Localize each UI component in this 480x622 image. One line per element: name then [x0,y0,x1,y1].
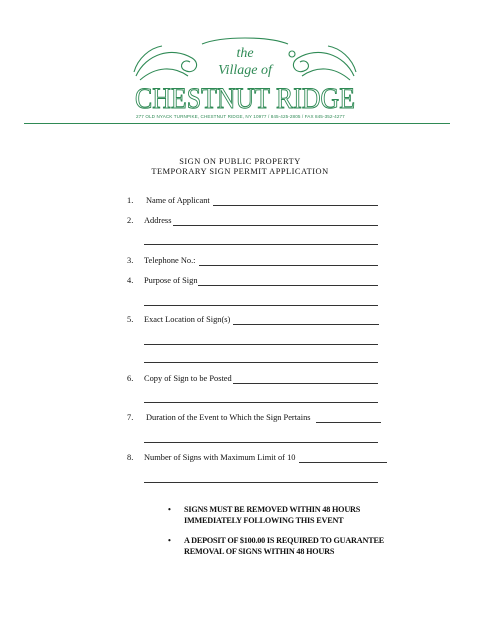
logo-text-the: the [236,46,254,61]
note-text-line: SIGNS MUST BE REMOVED WITHIN 48 HOURS [184,505,361,514]
sign-count-line-1[interactable] [299,462,387,463]
field-label: Purpose of Sign [144,276,198,285]
field-number: 1. [127,196,134,205]
letterhead-address: 277 OLD NYACK TURNPIKE, CHESTNUT RIDGE, NY 10977 / 845-425-2805 / FAX 845-352-4277 [136,114,345,119]
applicant-name-line[interactable] [213,205,378,206]
village-logo [132,36,358,115]
field-row-location [127,315,230,324]
sign-copy-line-2[interactable] [144,402,378,403]
letterhead-divider [24,123,450,124]
field-number: 8. [127,453,134,462]
field-row-sign-count [127,453,295,462]
field-row-address [127,216,171,225]
field-number: 4. [127,276,134,285]
location-line-3[interactable] [144,362,378,363]
field-label: Duration of the Event to Which the Sign Pertains [146,413,311,422]
address-line-1[interactable] [173,225,378,226]
bullet-icon: • [168,536,171,545]
telephone-line[interactable] [199,265,378,266]
field-label: Telephone No.: [144,256,196,265]
field-label: Address [144,216,172,225]
note-text-line: A DEPOSIT OF $100.00 IS REQUIRED TO GUARANTEE [184,536,384,545]
location-line-2[interactable] [144,344,378,345]
form-title-line2: TEMPORARY SIGN PERMIT APPLICATION [151,167,329,176]
field-row-purpose [127,276,198,285]
field-row-telephone [127,256,196,265]
logo-text-village-of: Village of [218,63,272,78]
duration-line-1[interactable] [316,422,381,423]
field-label: Exact Location of Sign(s) [144,315,231,324]
purpose-line-1[interactable] [198,285,378,286]
note-text-line: REMOVAL OF SIGNS WITHIN 48 HOURS [184,547,335,556]
left-flourish [136,52,197,76]
note-text-line: IMMEDIATELY FOLLOWING THIS EVENT [184,516,344,525]
duration-line-2[interactable] [144,442,378,443]
field-number: 7. [127,413,134,422]
form-title-line1: SIGN ON PUBLIC PROPERTY [179,157,301,166]
field-label: Number of Signs with Maximum Limit of 10 [144,453,296,462]
field-number: 2. [127,216,134,225]
note-deposit [168,535,384,557]
field-label: Copy of Sign to be Posted [144,374,232,383]
logo-text-chestnut-ridge: CHESTNUT RIDGE [135,82,355,115]
field-number: 6. [127,374,134,383]
purpose-line-2[interactable] [144,305,378,306]
field-row-applicant-name [127,196,210,205]
sign-copy-line-1[interactable] [233,383,378,384]
bullet-icon: • [168,505,171,514]
note-removal [168,504,360,526]
right-flourish [293,52,354,76]
sign-count-line-2[interactable] [144,482,378,483]
field-row-duration [127,413,311,422]
field-row-sign-copy [127,374,232,383]
field-number: 5. [127,315,134,324]
field-label: Name of Applicant [146,196,210,205]
field-number: 3. [127,256,134,265]
location-line-1[interactable] [233,324,379,325]
address-line-2[interactable] [144,244,378,245]
